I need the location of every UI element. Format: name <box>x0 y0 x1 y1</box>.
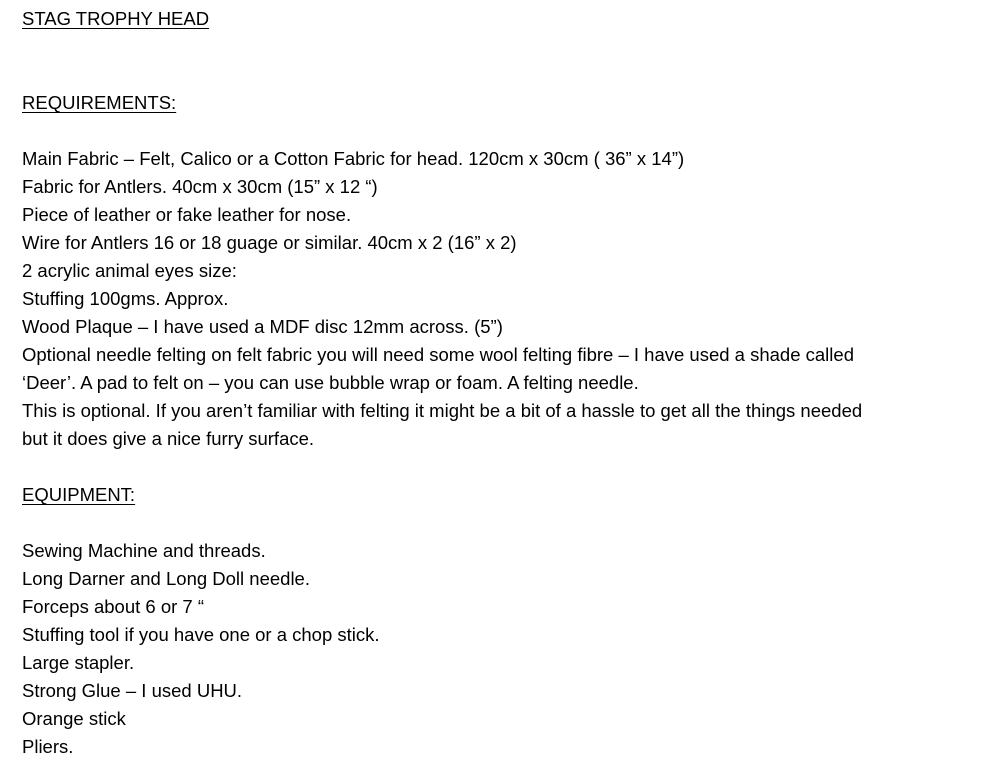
equipment-item: Orange stick <box>22 708 126 729</box>
requirement-item: Wire for Antlers 16 or 18 guage or similar. 40cm x 2 (16” x 2) <box>22 232 517 253</box>
requirements-list <box>22 145 998 341</box>
requirement-item: Fabric for Antlers. 40cm x 30cm (15” x 12 “) <box>22 176 378 197</box>
document-body <box>22 5 998 761</box>
spacer <box>22 117 998 145</box>
felting-note-line-2: ‘Deer’. A pad to felt on – you can use bubble wrap or foam. A felting needle. <box>22 372 639 393</box>
requirements-heading: REQUIREMENTS: <box>22 92 177 113</box>
spacer <box>22 453 998 481</box>
requirement-item: Main Fabric – Felt, Calico or a Cotton Fabric for head. 120cm x 30cm ( 36” x 14”) <box>22 148 685 169</box>
spacer <box>22 509 998 537</box>
requirement-item: Piece of leather or fake leather for nose. <box>22 204 352 225</box>
equipment-list <box>22 537 998 761</box>
spacer <box>22 33 998 89</box>
equipment-item: Forceps about 6 or 7 “ <box>22 596 205 617</box>
requirement-item: Wood Plaque – I have used a MDF disc 12mm across. (5”) <box>22 316 503 337</box>
requirement-item: 2 acrylic animal eyes size: <box>22 260 237 281</box>
equipment-item: Long Darner and Long Doll needle. <box>22 568 310 589</box>
equipment-heading: EQUIPMENT: <box>22 484 136 505</box>
equipment-item: Strong Glue – I used UHU. <box>22 680 243 701</box>
optional-note-line-2: but it does give a nice furry surface. <box>22 428 315 449</box>
requirement-item: Stuffing 100gms. Approx. <box>22 288 229 309</box>
equipment-item: Pliers. <box>22 736 74 757</box>
equipment-item: Stuffing tool if you have one or a chop stick. <box>22 624 380 645</box>
equipment-item: Large stapler. <box>22 652 135 673</box>
equipment-item: Sewing Machine and threads. <box>22 540 266 561</box>
felting-note-line-1: Optional needle felting on felt fabric you will need some wool felting fibre – I have used a shade called <box>22 344 854 365</box>
document-title: STAG TROPHY HEAD <box>22 8 210 29</box>
optional-note-line-1: This is optional. If you aren’t familiar with felting it might be a bit of a hassle to get all the things needed <box>22 400 863 421</box>
